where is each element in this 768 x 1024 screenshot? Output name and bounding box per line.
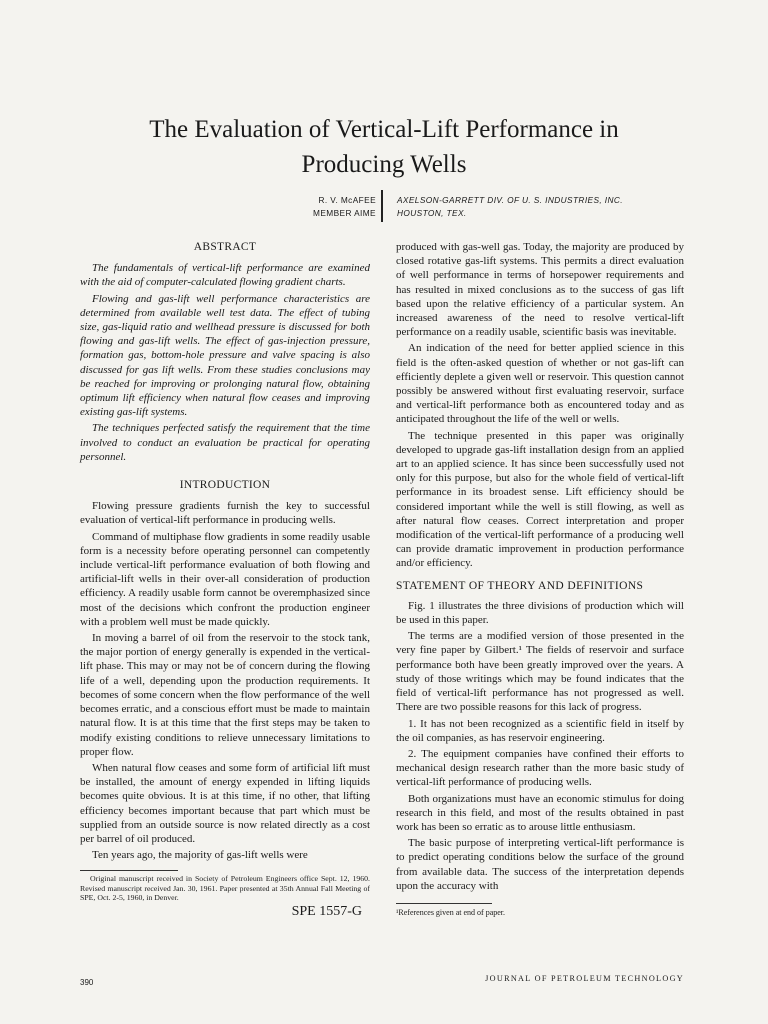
body-paragraph: An indication of the need for better applied science in this field is the often-asked question of whether or not gas-lift can efficiently deplete a given well or reservoir. This question cannot possibly be answered without first evaluating reservoir, surface and vertical-lift performance both as encountered today and as anticipated throughout the life of the well or wells.: [396, 342, 684, 426]
author-info: [313, 194, 376, 220]
page-number: 390: [80, 978, 94, 987]
theory-paragraph: 1. It has not been recognized as a scientific field in itself by the oil companies, as has reservoir engineering.: [396, 717, 684, 744]
journal-name: JOURNAL OF PETROLEUM TECHNOLOGY: [485, 974, 684, 983]
footnote-rule: [80, 870, 178, 871]
intro-paragraph: Command of multiphase flow gradients in some readily usable form is a necessity before operating personnel can competently include vertical-lift performance evaluation of both flowing and artificial-lift wells in their over-all consideration of production efficiency. A readily usable form cannot be overemphasized since most of the decisions which confront the production engineer with a problem well must be made quickly.: [80, 530, 370, 628]
body-paragraph: produced with gas-well gas. Today, the majority are produced by closed rotative gas-lift systems. This permits a direct evaluation of well performance in terms of horsepower requirements and has resulted in mixed conclusions as to the success of gas lift based upon the relative efficiency of a particular system. An increased awareness of the need to resolve vertical-lift performance on a readily usable, scientific basis was inevitable.: [396, 241, 684, 339]
author-name: R. V. McAFEE: [318, 195, 376, 205]
author-affiliation: [397, 194, 623, 220]
affiliation-location: HOUSTON, TEX.: [397, 208, 467, 218]
theory-heading: STATEMENT OF THEORY AND DEFINITIONS: [396, 579, 644, 592]
intro-paragraph: When natural flow ceases and some form of artificial lift must be installed, the amount of energy expended in lifting liquids becomes quite obvious. It is at this time, if no other, that lifting efficiency becomes important because that part which must be supplied from an outside source is now related directly as a cost per barrel of oil produced.: [80, 761, 370, 845]
theory-paragraph: Fig. 1 illustrates the three divisions of production which will be used in this paper.: [396, 599, 684, 627]
manuscript-footnote: Original manuscript received in Society of Petroleum Engineers office Sept. 12, 1960. Revised manuscript received Jan. 30, 1961. Paper presented at 35th Annual Fall Meeting of SPE, Oct. 2-5, 1960, in Denver.: [80, 874, 370, 903]
reference-note: ¹References given at end of paper.: [396, 907, 506, 917]
author-block: [0, 190, 768, 230]
affiliation-name: AXELSON-GARRETT DIV. OF U. S. INDUSTRIES, INC.: [397, 195, 624, 205]
intro-paragraph: Flowing pressure gradients furnish the key to successful evaluation of vertical-lift performance in producing wells.: [80, 500, 370, 527]
intro-paragraph: In moving a barrel of oil from the reservoir to the stock tank, the major portion of energy generally is expended in the vertical-lift phase. This may or may not be of concern during the flowing life of a well, depending upon the production requirements. It becomes of some concern when the flow performance of the well becomes erratic, and a conscious effort must be made to maintain natural flow. It is at this time that the first steps may be taken to modify existing conditions to relieve unnecessary limitations to proper flow.: [80, 632, 370, 758]
theory-paragraph: The terms are a modified version of those presented in the very fine paper by Gilbert.¹ The fields of reservoir and surface performance both have been greatly improved over the years. A study of those writings which may be found indicates that the field of vertical-lift performance has not progressed as well. There are two possible reasons for this lack of progress.: [396, 630, 684, 714]
theory-paragraph: The basic purpose of interpreting vertical-lift performance is to predict operating conditions below the surface of the ground from available data. The success of the interpretation depends upon the accuracy with: [396, 837, 684, 892]
author-membership: MEMBER AIME: [313, 208, 376, 218]
abstract-paragraph: The techniques perfected satisfy the requirement that the time involved to conduct an evaluation be practical for operating personnel.: [80, 422, 370, 463]
abstract-heading: ABSTRACT: [193, 241, 257, 253]
spe-number: SPE 1557-G: [291, 903, 362, 919]
intro-paragraph: Ten years ago, the majority of gas-lift wells were: [92, 849, 308, 862]
abstract-paragraph: The fundamentals of vertical-lift performance are examined with the aid of computer-calculated flowing gradient charts.: [80, 262, 370, 289]
body-paragraph: The technique presented in this paper was originally developed to upgrade gas-lift installation design from an applied art to an applied science. It has since been successfully used not only for this purpose, but also for the whole field of vertical-lift performance in its broadest sense. Lift efficiency should be considered important while the well is still flowing, as well as after natural flow ceases. Correct interpretation and proper modification of the vertical-lift performance of a producing well can provide dramatic improvement in production performance and/or efficiency.: [396, 429, 684, 570]
right-column: [396, 240, 684, 918]
left-column: [80, 240, 370, 919]
introduction-heading: INTRODUCTION: [179, 479, 271, 492]
abstract-paragraph: Flowing and gas-lift well performance characteristics are determined from available well test data. The effect of tubing size, gas-liquid ratio and wellhead pressure is discussed for both flowing and gas-lift wells. The effect of gas-injection pressure, formation gas, bottom-hole pressure and valve spacing is also discussed for gas lift wells. From these studies conclusions may be reached for improving or prolonging natural flow, obtaining optimum lift efficiency when natural flow ceases and improving existing gas-lift systems.: [80, 292, 370, 419]
author-divider: [381, 190, 383, 222]
theory-paragraph: Both organizations must have an economic stimulus for doing research in this field, and most of the results obtained in past work has been so erratic as to arouse little enthusiasm.: [396, 792, 684, 833]
paper-title: The Evaluation of Vertical-Lift Performance in Producing Wells: [149, 116, 619, 178]
reference-rule: [396, 903, 492, 904]
theory-paragraph: 2. The equipment companies have confined their efforts to mechanical design research rather than the more basic study of vertical-lift performance of producing wells.: [396, 747, 684, 789]
